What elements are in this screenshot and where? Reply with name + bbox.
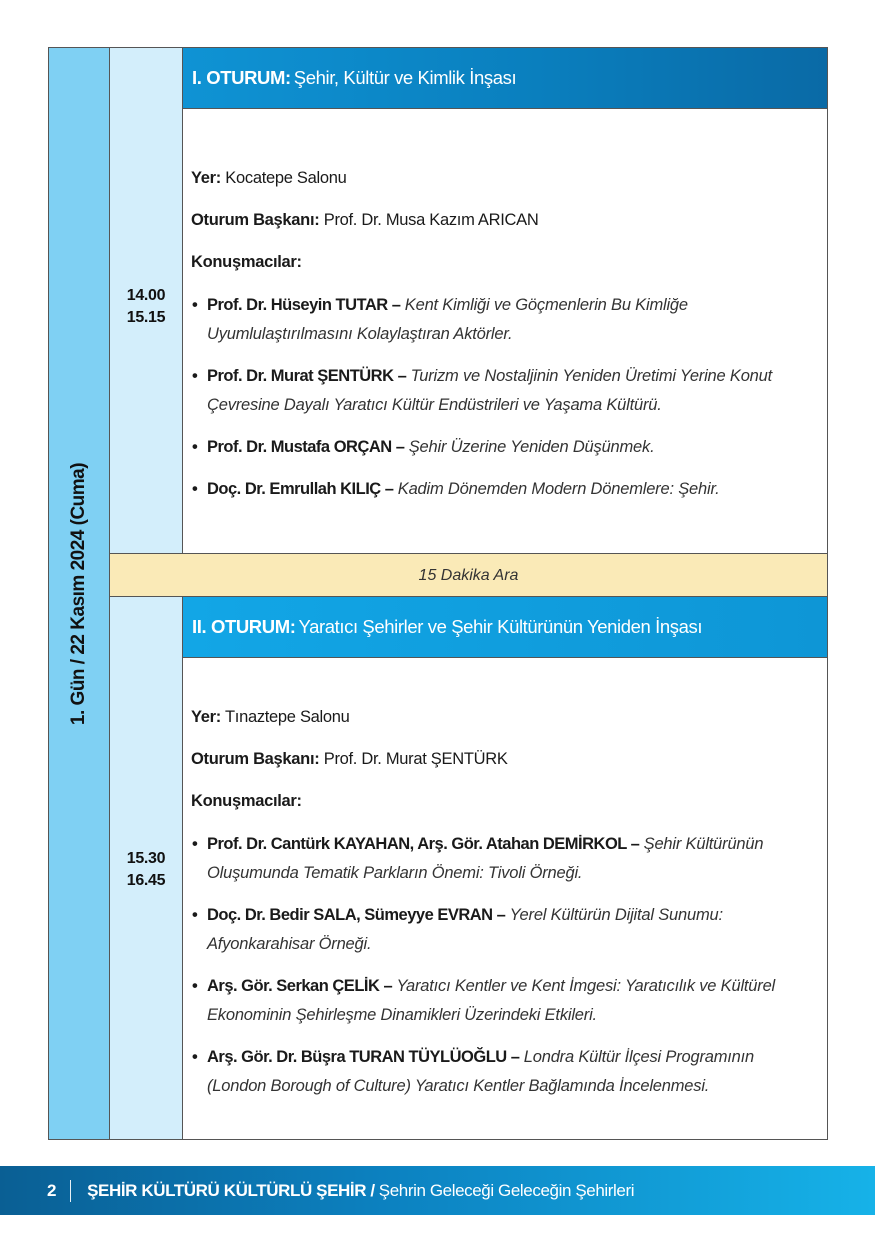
session1-panel — [182, 47, 828, 554]
speaker-item: • Arş. Gör. Dr. Büşra TURAN TÜYLÜOĞLU – Londra Kültür İlçesi Programının (London Borough of Culture) Yaratıcı Kentler Bağlamında İncelenmesi. — [191, 1043, 817, 1101]
session1-header — [183, 48, 827, 109]
session1-time-start: 14.00 — [126, 287, 166, 304]
speaker-item: • Prof. Dr. Cantürk KAYAHAN, Arş. Gör. Atahan DEMİRKOL – Şehir Kültürünün Oluşumunda Tematik Parkların Önemi: Tivoli Örneği. — [191, 830, 817, 888]
day-column — [48, 47, 110, 1140]
bullet-icon: • — [192, 1048, 198, 1066]
page-footer — [0, 1166, 875, 1215]
day-label: 1. Gün / 22 Kasım 2024 (Cuma) — [68, 462, 89, 725]
speaker-item: • Prof. Dr. Mustafa ORÇAN – Şehir Üzerine Yeniden Düşünmek. — [191, 433, 817, 462]
bullet-icon: • — [192, 835, 198, 853]
speaker-item: • Arş. Gör. Serkan ÇELİK – Yaratıcı Kentler ve Kent İmgesi: Yaratıcılık ve Kültürel Ekonominin Şehirleşme Dinamikleri Üzerindeki Etkileri. — [191, 972, 817, 1030]
bullet-icon: • — [192, 480, 198, 498]
bullet-icon: • — [192, 438, 198, 456]
session1-time — [110, 285, 182, 329]
speaker-item: • Prof. Dr. Murat ŞENTÜRK – Turizm ve Nostaljinin Yeniden Üretimi Yerine Konut Çevresine Dayalı Yaratıcı Kültür Endüstrileri ve Yaşama Kültürü. — [191, 362, 817, 420]
session2-title: Yaratıcı Şehirler ve Şehir Kültürünün Yeniden İnşası — [298, 616, 703, 637]
speaker-item: • Prof. Dr. Hüseyin TUTAR – Kent Kimliği ve Göçmenlerin Bu Kimliğe Uyumlulaştırılmasını Kolaylaştıran Aktörler. — [191, 291, 817, 349]
session2-time-cell — [109, 596, 183, 1140]
session2-chair: Oturum Başkanı: Prof. Dr. Murat ŞENTÜRK — [191, 750, 508, 768]
session1-number: I. OTURUM: — [192, 67, 291, 88]
bullet-icon: • — [192, 367, 198, 385]
session2-number: II. OTURUM: — [192, 616, 296, 637]
footer-subtitle: Şehrin Geleceği Geleceğin Şehirleri — [378, 1180, 635, 1200]
footer-title: ŞEHİR KÜLTÜRÜ KÜLTÜRLÜ ŞEHİR / — [87, 1180, 375, 1200]
footer-divider — [70, 1180, 71, 1202]
session2-header — [183, 597, 827, 658]
page-number: 2 — [47, 1180, 57, 1200]
session1-speaker-list — [191, 291, 817, 504]
bullet-icon: • — [192, 906, 198, 924]
session1-speakers-heading: Konuşmacılar: — [191, 253, 302, 271]
break-row: 15 Dakika Ara — [109, 553, 828, 597]
session1-body — [191, 168, 817, 517]
bullet-icon: • — [192, 977, 198, 995]
session1-time-cell — [109, 47, 183, 554]
bullet-icon: • — [192, 296, 198, 314]
session2-time — [110, 848, 182, 892]
session2-time-end: 16.45 — [126, 872, 166, 889]
session2-speakers-heading: Konuşmacılar: — [191, 792, 302, 810]
session2-body — [191, 707, 817, 1114]
session2-panel — [182, 596, 828, 1140]
speaker-item: • Doç. Dr. Emrullah KILIÇ – Kadim Dönemden Modern Dönemlere: Şehir. — [191, 475, 817, 504]
session1-time-end: 15.15 — [126, 309, 166, 326]
speaker-item: • Doç. Dr. Bedir SALA, Sümeyye EVRAN – Yerel Kültürün Dijital Sunumu: Afyonkarahisar Örneği. — [191, 901, 817, 959]
session2-venue: Yer: Tınaztepe Salonu — [191, 708, 350, 726]
session1-chair: Oturum Başkanı: Prof. Dr. Musa Kazım ARICAN — [191, 211, 539, 229]
session2-speaker-list — [191, 830, 817, 1101]
session1-title: Şehir, Kültür ve Kimlik İnşası — [293, 67, 517, 88]
session2-time-start: 15.30 — [126, 850, 166, 867]
session1-venue: Yer: Kocatepe Salonu — [191, 169, 347, 187]
